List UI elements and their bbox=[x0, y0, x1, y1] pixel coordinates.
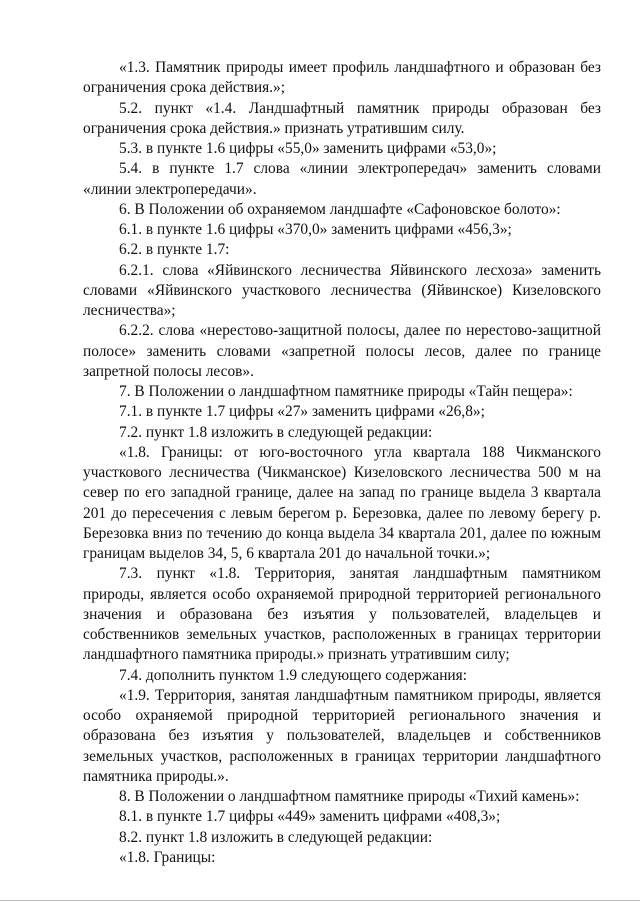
paragraph-7-4: 7.4. дополнить пунктом 1.9 следующего содержания: bbox=[119, 666, 468, 684]
paragraph-1-3-quote: «1.3. Памятник природы имеет профиль ландшафтного и образован без ограничения срока действия.»; bbox=[83, 59, 601, 97]
paragraph-6-2-2: 6.2.2. слова «нерестово-защитной полосы, далее по нерестово-защитной полосе» заменить словами «запретной полосы лесов, далее по границе запретной полосы лесов». bbox=[83, 322, 601, 380]
document-body bbox=[83, 58, 601, 868]
paragraph-6-1: 6.1. в пункте 1.6 цифры «370,0» заменить цифрами «456,3»; bbox=[119, 221, 512, 238]
paragraph-5-3: 5.3. в пункте 1.6 цифры «55,0» заменить цифрами «53,0»; bbox=[119, 140, 497, 157]
paragraph-1-9-quote: «1.9. Территория, занятая ландшафтным памятником природы, является особо охраняемой природной территорией регионального значения и образована без изъятия у пользователей, владельцев и собственников земельных участков, расположенных в границах территории ландшафтного памятника природы.». bbox=[83, 686, 601, 785]
paragraph-5-4: 5.4. в пункте 1.7 слова «линии электропередач» заменить словами «линии электропередачи». bbox=[83, 160, 601, 198]
paragraph-7-1: 7.1. в пункте 1.7 цифры «27» заменить цифрами «26,8»; bbox=[119, 403, 485, 421]
page-bottom-edge bbox=[0, 900, 640, 901]
paragraph-8: 8. В Положении о ландшафтном памятнике природы «Тихий камень»: bbox=[119, 788, 580, 805]
paragraph-6: 6. В Положении об охраняемом ландшафте «Сафоновское болото»: bbox=[119, 200, 561, 218]
paragraph-6-2-1: 6.2.1. слова «Яйвинского лесничества Яйвинского лесхоза» заменить словами «Яйвинского участкового лесничества (Яйвинское) Кизеловского лесничества»; bbox=[83, 261, 601, 319]
paragraph-1-8-borders-quote: «1.8. Границы: от юго-восточного угла квартала 188 Чикманского участкового лесничества (Чикманское) Кизеловского лесничества 500 м на север по его западной границе, далее на запад по границе выдела 3 квартала 201 до пересечения с левым берегом р. Березовка, далее по левому берегу р. Березовка вниз по течению до конца выдела 34 квартала 201, далее по южным границам выделов 34, 5, 6 квартала 201 до начальной точки.»; bbox=[83, 443, 601, 562]
paragraph-1-8-quote-start: «1.8. Границы: bbox=[119, 848, 216, 866]
paragraph-8-1: 8.1. в пункте 1.7 цифры «449» заменить цифрами «408,3»; bbox=[119, 808, 501, 826]
paragraph-7-2: 7.2. пункт 1.8 изложить в следующей редакции: bbox=[119, 423, 433, 441]
paragraph-7-3: 7.3. пункт «1.8. Территория, занятая ландшафтным памятником природы, является особо охраняемой природной территорией регионального значения и образована без изъятия у пользователей, владельцев и собственников земельных участков, расположенных в границах территории ландшафтного памятника природы.» признать утратившим силу; bbox=[83, 565, 601, 664]
paragraph-7: 7. В Положении о ландшафтном памятнике природы «Тайн пещера»: bbox=[119, 383, 573, 400]
paragraph-5-2: 5.2. пункт «1.4. Ландшафтный памятник природы образован без ограничения срока действия.» признать утратившим силу. bbox=[83, 99, 601, 137]
paragraph-8-2: 8.2. пункт 1.8 изложить в следующей редакции: bbox=[119, 828, 433, 846]
paragraph-6-2: 6.2. в пункте 1.7: bbox=[119, 241, 230, 259]
